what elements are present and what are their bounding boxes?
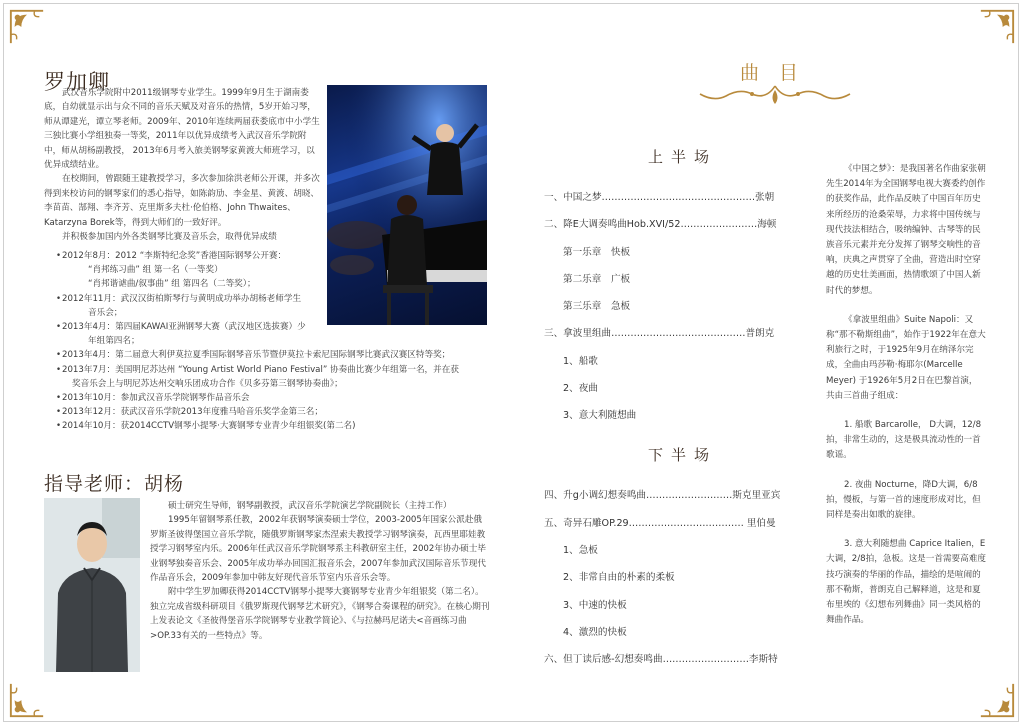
program-item: 四、升g小调幻想奏鸣曲………………………斯克里亚宾 xyxy=(544,490,781,501)
first-half-title: 上半场 xyxy=(648,148,718,166)
teacher-title: 指导老师：胡杨 xyxy=(44,473,185,495)
award-sub-item: 年组第四名； xyxy=(88,336,140,347)
performer-bio xyxy=(44,86,322,244)
award-item: • 2014年10月：获2014CCTV钢琴小提琴·大赛钢琴专业青少年组银奖(第二名) xyxy=(62,419,492,433)
award-sub-item: 奖音乐会上与明尼苏达州交响乐团成功合作《贝多芬第三钢琴协奏曲》； xyxy=(72,378,343,389)
teacher-photo xyxy=(44,498,140,672)
program-movement: 2、非常自由的朴素的柔板 xyxy=(563,572,675,583)
program-movement: 2、夜曲 xyxy=(563,383,598,394)
program-movement: 3、中速的快板 xyxy=(563,600,627,611)
program-title: 曲目 xyxy=(740,62,819,84)
award-sub-item: “肖邦练习曲” 组 第一名（一等奖） xyxy=(88,265,223,276)
program-note: 2. 夜曲 Nocturne，降D大调，6/8拍，慢板，与第一首的速度形成对比，但同样是奏出如歌的旋律。 xyxy=(826,479,981,521)
award-item: • 2013年7月：美国明尼苏达州 “Young Artist World Piano Festival” 协奏曲比赛少年组第一名，并在获 xyxy=(62,363,492,377)
award-list xyxy=(62,249,492,434)
performer-name: 罗加卿 xyxy=(44,70,110,94)
program-movement: 第二乐章 广板 xyxy=(563,274,631,285)
award-item: • 2012年8月：2012 “李斯特纪念奖”香港国际钢琴公开赛： xyxy=(62,249,492,263)
teacher-bio-paragraph: 硕士研究生导师，钢琴副教授，武汉音乐学院演艺学院副院长（主持工作） xyxy=(168,501,452,511)
second-half-title: 下半场 xyxy=(648,446,718,464)
award-item: • 2013年12月：获武汉音乐学院2013年度雅马哈音乐奖学金第三名； xyxy=(62,405,492,419)
corner-ornament-icon xyxy=(978,8,1016,46)
award-sub-item: “肖邦谐谑曲/叙事曲” 组 第四名（二等奖）； xyxy=(88,279,256,290)
award-sub-item: 音乐会； xyxy=(88,307,123,318)
program-note: 《中国之梦》：是我国著名作曲家张朝先生2014年为全国钢琴电视大赛委约创作的获奖作品，此作品反映了中国百年历史来所经历的沧桑荣辱，力求将中国传统与现代技法相结合，吸纳编钟、古琴等的民族音乐元素并充分发挥了钢琴交响性的音响，庆典之声贯穿了全曲，营造出时空穿越的历史壮美画面，热情歌颂了中国人新时代的梦想。 xyxy=(826,164,986,296)
teacher-bio-paragraph: 附中学生罗加卿获得2014CCTV钢琴小提琴大赛钢琴专业青少年组银奖（第二名）。独立完成省级科研项目《俄罗斯现代钢琴艺术研究》，《钢琴合奏课程的研究》。在核心期刊上发表论文《圣彼得堡音乐学院钢琴专业教学简论》、《与拉赫玛尼诺夫<音画练习曲>OP.33有关的一些特点》等。 xyxy=(150,587,490,641)
title-ornament-icon xyxy=(696,82,854,108)
program-item: 一、中国之梦…………………………………………张朝 xyxy=(544,192,775,203)
award-item: • 2013年4月：第二届意大利伊莫拉夏季国际钢琴音乐节暨伊莫拉卡索尼国际钢琴比赛武汉赛区特等奖； xyxy=(62,348,492,362)
program-movement: 1、急板 xyxy=(563,545,598,556)
program-note: 1. 船歌 Barcarolle， D大调，12/8拍，非常生动的，这是极具流动性的一首歌谣。 xyxy=(826,420,982,461)
award-item: • 2013年10月：参加武汉音乐学院钢琴作品音乐会 xyxy=(62,391,492,405)
program-item: 五、奇异石雕OP.29……………………………… 里伯曼 xyxy=(544,518,776,529)
corner-ornament-icon xyxy=(8,8,46,46)
program-movement: 4、激烈的快板 xyxy=(563,627,627,638)
program-movement: 第一乐章 快板 xyxy=(563,247,631,258)
program-item: 三、拿波里组曲……………………………………普朗克 xyxy=(544,328,775,339)
program-movement: 1、船歌 xyxy=(563,356,598,367)
program-note: 《拿波里组曲》Suite Napoli：又称“那不勒斯组曲”，始作于1922年在意大利旅行之时，于1925年9月在纳泽尔完成，全曲由玛莎勒·梅耶尔(Marcelle Meyer) 于1926年5月2日在巴黎首演，共由三首曲子组成： xyxy=(826,314,986,401)
teacher-bio xyxy=(150,499,490,643)
program-movement: 3、意大利随想曲 xyxy=(563,410,637,421)
corner-ornament-icon xyxy=(8,681,46,719)
teacher-bio-paragraph: 1995年留钢琴系任教，2002年获钢琴演奏硕士学位，2003-2005年国家公派赴俄罗斯圣彼得堡国立音乐学院，随俄罗斯钢琴家杰涅索夫教授学习钢琴演奏，瓦西里耶娃教授学习钢琴室内乐。2006年任武汉音乐学院钢琴系主科教研室主任，2002年协办硕士毕业钢琴独奏音乐会、2005年成功举办回国汇报音乐会，2007年参加武汉国际音乐节现代作品音乐会，2009年参加中韩友好现代音乐节室内乐音乐会等。 xyxy=(150,515,486,584)
program-item: 二、降E大调奏鸣曲Hob.XVI/52……………………海顿 xyxy=(544,219,777,230)
program-note: 3. 意大利随想曲 Caprice Italien，E大调，2/8拍，急板。这是一首需要高难度技巧演奏的华丽的作品，描绘的是喧闹的那不勒斯，普朗克自己解释道，这是和夏布里埃的《幻想布列舞曲》同一类风格的舞曲作品。 xyxy=(826,539,986,626)
program-item: 六、但丁读后感-幻想奏鸣曲………………………李斯特 xyxy=(544,654,778,665)
award-item: • 2012年11月：武汉汉街柏斯琴行与黄明成功举办胡杨老师学生 xyxy=(62,292,492,306)
performer-bio-paragraph: 武汉音乐学院附中2011级钢琴专业学生。1999年9月生于湖南娄底，自幼就显示出与众不同的音乐天赋及对音乐的热情，5岁开始习琴，师从谭建光，谭立琴老师。2009年、2010年连续两届获娄底市中小学生三独比赛小学组独奏一等奖，2011年以优异成绩考入武汉音乐学院附中，师从胡杨副教授， 2013年6月考入旅美钢琴家黄渡大师班学习，以优异成绩结业。 xyxy=(44,88,320,171)
performer-bio-paragraph: 在校期间，曾跟随王建教授学习，多次参加徐洪老师公开课，并多次得到来校访问的钢琴家们的悉心指导，如陈韵劢、李金星、黄渡、胡晓、李苗苗、郜翔、李齐芳、克里斯多夫杜·伦伯格、John Thwaites、Katarzyna Borek等，得到大师们的一致好评。 xyxy=(44,174,320,228)
program-movement: 第三乐章 急板 xyxy=(563,301,631,312)
program-notes xyxy=(826,162,986,642)
corner-ornament-icon xyxy=(978,681,1016,719)
award-item: • 2013年4月：第四届KAWAI亚洲钢琴大赛（武汉地区选拔赛）少 xyxy=(62,320,492,334)
performer-bio-paragraph: 并积极参加国内外各类钢琴比赛及音乐会，取得优异成绩 xyxy=(62,232,277,243)
